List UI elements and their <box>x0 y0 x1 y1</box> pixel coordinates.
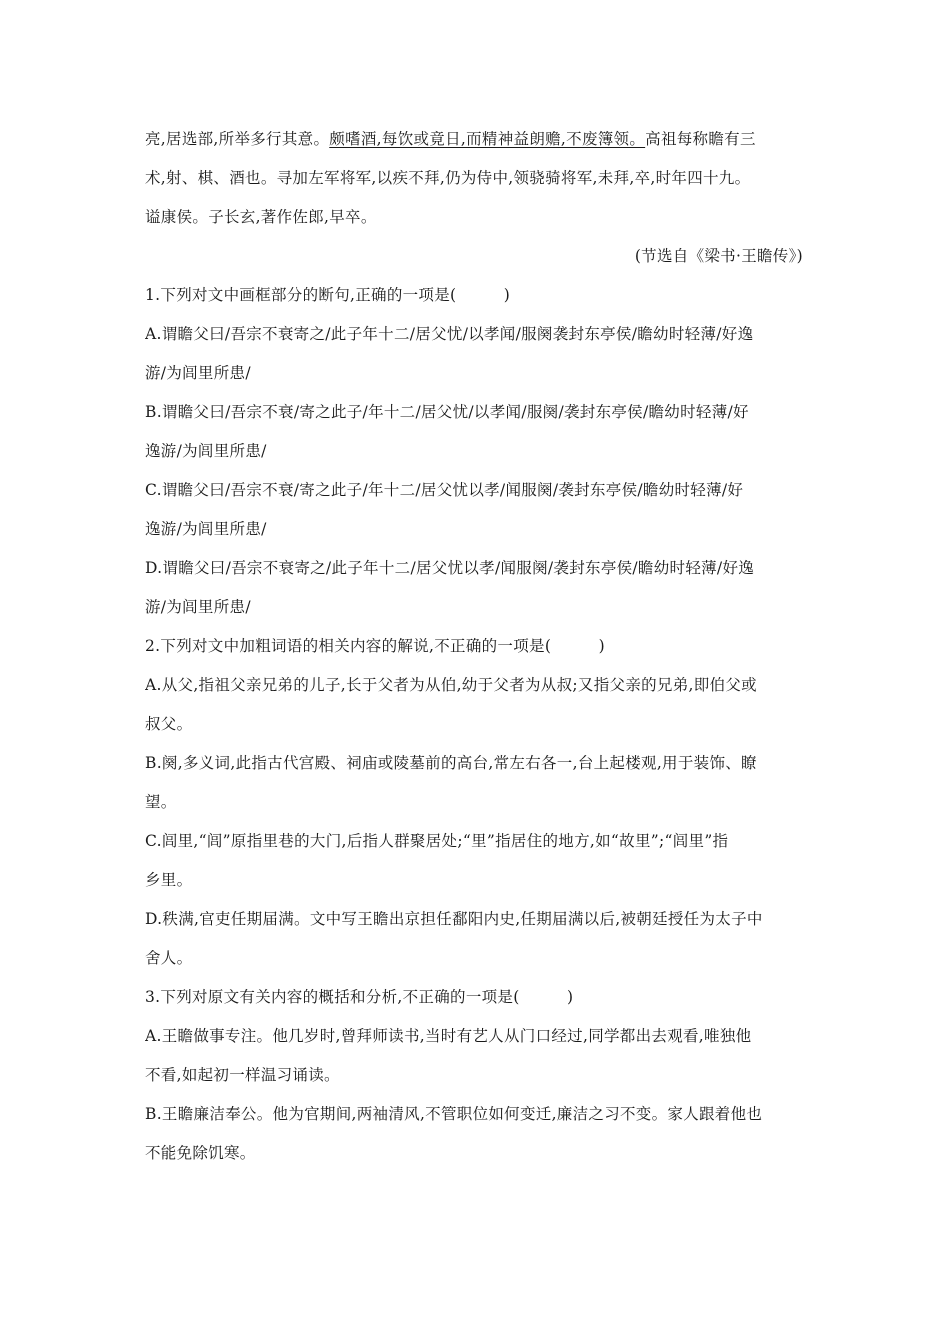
source-citation: (节选自《梁书·王瞻传》) <box>634 247 803 265</box>
question-3-option-b-cont: 不能免除饥寒。 <box>145 1144 256 1162</box>
question-2-option-a: A.从父,指祖父亲兄弟的儿子,长于父者为从伯,幼于父者为从叔;又指父亲的兄弟,即伯父或 <box>145 676 757 694</box>
question-2-option-a-cont: 叔父。 <box>145 715 193 733</box>
question-2-option-c-cont: 乡里。 <box>145 871 193 889</box>
question-2-option-b-cont: 望。 <box>145 793 177 811</box>
passage-line-1 <box>145 120 807 159</box>
question-3-option-a: A.王瞻做事专注。他几岁时,曾拜师读书,当时有艺人从门口经过,同学都出去观看,唯独他 <box>145 1027 752 1045</box>
passage-text: 高祖每称瞻有三 <box>645 130 756 148</box>
question-3-stem: 3.下列对原文有关内容的概括和分析,不正确的一项是( ) <box>145 988 574 1006</box>
question-2-option-d-cont: 舍人。 <box>145 949 193 967</box>
question-2-option-d: D.秩满,官吏任期届满。文中写王瞻出京担任鄱阳内史,任期届满以后,被朝廷授任为太子中 <box>145 910 763 928</box>
question-1-option-a: A.谓瞻父曰/吾宗不衰寄之/此子年十二/居父忧/以孝闻/服阕袭封东亭侯/瞻幼时轻薄/好逸 <box>145 325 754 343</box>
question-2-stem: 2.下列对文中加粗词语的相关内容的解说,不正确的一项是( ) <box>145 637 605 655</box>
document-body <box>145 120 807 1173</box>
question-1-option-c: C.谓瞻父曰/吾宗不衰/寄之此子/年十二/居父忧以孝/闻服阕/袭封东亭侯/瞻幼时轻薄/好 <box>145 481 744 499</box>
passage-line-2: 术,射、棋、酒也。寻加左军将军,以疾不拜,仍为侍中,领骁骑将军,未拜,卒,时年四十九。 <box>145 169 751 187</box>
question-3-option-b: B.王瞻廉洁奉公。他为官期间,两袖清风,不管职位如何变迁,廉洁之习不变。家人跟着他也 <box>145 1105 763 1123</box>
question-2-option-c: C.闾里,“闾”原指里巷的大门,后指人群聚居处;“里”指居住的地方,如“故里”;“闾里”指 <box>145 832 729 850</box>
question-2-option-b: B.阕,多义词,此指古代宫殿、祠庙或陵墓前的高台,常左右各一,台上起楼观,用于装饰、瞭 <box>145 754 757 772</box>
question-3-option-a-cont: 不看,如起初一样温习诵读。 <box>145 1066 340 1084</box>
question-1-option-c-cont: 逸游/为闾里所患/ <box>145 520 267 538</box>
passage-text: 亮,居选部,所举多行其意。 <box>145 130 330 148</box>
question-1-option-a-cont: 游/为闾里所患/ <box>145 364 251 382</box>
underlined-sentence: 颇嗜酒,每饮或竟日,而精神益朗赡,不废簿领。 <box>329 130 646 148</box>
question-1-option-d: D.谓瞻父曰/吾宗不衰寄之/此子年十二/居父忧以孝/闻服阕/袭封东亭侯/瞻幼时轻薄/好逸 <box>145 559 755 577</box>
question-1-option-d-cont: 游/为闾里所患/ <box>145 598 251 616</box>
question-1-option-b: B.谓瞻父曰/吾宗不衰/寄之此子/年十二/居父忧/以孝闻/服阕/袭封东亭侯/瞻幼时轻薄/好 <box>145 403 749 421</box>
question-1-stem: 1.下列对文中画框部分的断句,正确的一项是( ) <box>145 286 511 304</box>
passage-line-3: 谥康侯。子长玄,著作佐郎,早卒。 <box>145 208 377 226</box>
question-1-option-b-cont: 逸游/为闾里所患/ <box>145 442 267 460</box>
